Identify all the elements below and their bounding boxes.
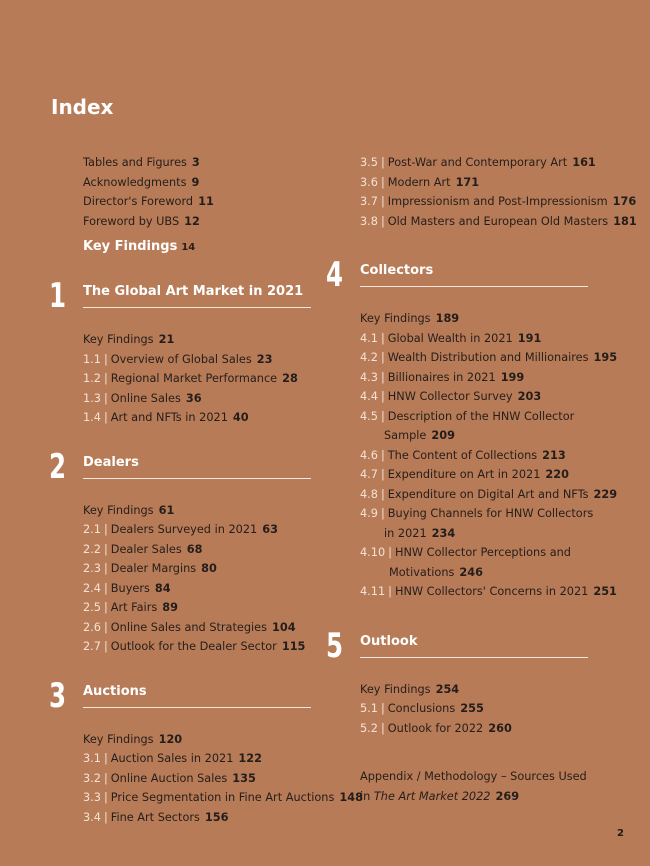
toc-entry[interactable]: 4.7 | Expenditure on Art in 2021 220 bbox=[360, 468, 570, 481]
toc-entry[interactable]: 1.1 | Overview of Global Sales 23 bbox=[83, 352, 273, 366]
toc-entry[interactable]: 4.8 | Expenditure on Digital Art and NFTs 229 bbox=[360, 487, 618, 501]
toc-entry[interactable]: 3.5 | Post-War and Contemporary Art 161 bbox=[360, 156, 596, 169]
chapter-heading-4[interactable] bbox=[326, 255, 630, 309]
toc-entry[interactable]: 4.1 | Global Wealth in 2021 191 bbox=[360, 331, 542, 345]
toc-entry[interactable]: 5.2 | Outlook for 2022 260 bbox=[360, 721, 512, 735]
appendix-entry-continued[interactable]: in The Art Market 2022 269 bbox=[360, 789, 520, 803]
page-number: 2 bbox=[617, 828, 624, 839]
toc-entry[interactable]: 2.1 | Dealers Surveyed in 2021 63 bbox=[83, 523, 278, 536]
toc-entry[interactable]: 4.3 | Billionaires in 2021 199 bbox=[360, 370, 525, 384]
chapter-number: 3 bbox=[49, 675, 67, 716]
chapter-title: Dealers bbox=[83, 454, 139, 470]
chapter-heading-5[interactable] bbox=[326, 625, 630, 680]
toc-entry[interactable]: 2.3 | Dealer Margins 80 bbox=[83, 562, 217, 575]
chapter-heading-3[interactable] bbox=[49, 675, 348, 730]
chapter-title: The Global Art Market in 2021 bbox=[83, 284, 304, 299]
index-column-left bbox=[49, 153, 363, 827]
front-entry[interactable]: Director's Foreword 11 bbox=[83, 195, 214, 208]
chapter-number: 5 bbox=[326, 625, 344, 666]
toc-entry[interactable]: 4.6 | The Content of Collections 213 bbox=[360, 448, 566, 462]
toc-entry[interactable]: 4.9 | Buying Channels for HNW Collectors bbox=[360, 507, 594, 520]
appendix-entry[interactable]: Appendix / Methodology – Sources Used bbox=[360, 770, 587, 783]
toc-entry[interactable]: Key Findings 61 bbox=[83, 503, 175, 517]
toc-entry[interactable]: 4.4 | HNW Collector Survey 203 bbox=[360, 390, 542, 403]
divider bbox=[83, 478, 311, 479]
toc-entry[interactable]: 3.6 | Modern Art 171 bbox=[360, 175, 480, 189]
toc-entry-continued[interactable]: Motivations 246 bbox=[389, 565, 483, 579]
toc-entry[interactable]: 1.4 | Art and NFTs in 2021 40 bbox=[83, 411, 249, 424]
toc-entry[interactable]: 1.2 | Regional Market Performance 28 bbox=[83, 372, 298, 385]
toc-entry-continued[interactable]: in 2021 234 bbox=[384, 526, 456, 540]
toc-entry[interactable]: 2.7 | Outlook for the Dealer Sector 115 bbox=[83, 640, 306, 653]
chapter-number: 1 bbox=[49, 276, 67, 316]
front-entry[interactable]: Foreword by UBS 12 bbox=[83, 214, 200, 228]
toc-entry[interactable]: 2.4 | Buyers 84 bbox=[83, 581, 171, 595]
front-entry[interactable]: Acknowledgments 9 bbox=[83, 175, 200, 189]
chapter-title: Outlook bbox=[360, 633, 418, 649]
divider bbox=[360, 657, 588, 658]
front-entry[interactable]: Tables and Figures 3 bbox=[83, 156, 200, 169]
chapter-heading-1[interactable] bbox=[49, 276, 348, 330]
toc-entry[interactable]: Key Findings 120 bbox=[83, 732, 183, 746]
toc-entry[interactable]: 2.5 | Art Fairs 89 bbox=[83, 601, 178, 614]
toc-entry[interactable]: 3.4 | Fine Art Sectors 156 bbox=[83, 810, 229, 824]
page-title: Index bbox=[51, 95, 114, 119]
chapter-number: 2 bbox=[49, 446, 67, 487]
toc-entry[interactable]: 2.2 | Dealer Sales 68 bbox=[83, 542, 203, 556]
toc-entry[interactable]: 4.10 | HNW Collector Perceptions and bbox=[360, 546, 571, 559]
toc-entry[interactable]: 3.1 | Auction Sales in 2021 122 bbox=[83, 752, 263, 765]
toc-entry[interactable]: 3.3 | Price Segmentation in Fine Art Auctions 148 bbox=[83, 791, 363, 804]
toc-entry[interactable]: 3.2 | Online Auction Sales 135 bbox=[83, 771, 256, 785]
toc-entry[interactable]: Key Findings 254 bbox=[360, 682, 460, 696]
key-findings-link[interactable]: Key Findings 14 bbox=[83, 239, 196, 254]
toc-entry[interactable]: 3.8 | Old Masters and European Old Masters 181 bbox=[360, 214, 637, 228]
divider bbox=[83, 707, 311, 708]
divider bbox=[360, 286, 588, 287]
toc-entry[interactable]: Key Findings 189 bbox=[360, 312, 460, 325]
toc-entry[interactable]: 2.6 | Online Sales and Strategies 104 bbox=[83, 620, 296, 634]
chapter-number: 4 bbox=[326, 255, 344, 295]
toc-entry[interactable]: 5.1 | Conclusions 255 bbox=[360, 702, 484, 715]
index-column-right bbox=[326, 153, 637, 806]
chapter-title: Auctions bbox=[83, 683, 147, 699]
chapter-title: Collectors bbox=[360, 263, 434, 278]
toc-entry[interactable]: 3.7 | Impressionism and Post-Impressionism 176 bbox=[360, 195, 637, 208]
toc-entry-continued[interactable]: Sample 209 bbox=[384, 429, 455, 442]
toc-entry[interactable]: 4.11 | HNW Collectors' Concerns in 2021 251 bbox=[360, 585, 617, 598]
toc-entry[interactable]: Key Findings 21 bbox=[83, 333, 175, 346]
toc-entry[interactable]: 4.5 | Description of the HNW Collector bbox=[360, 409, 575, 423]
divider bbox=[83, 307, 311, 308]
toc-entry[interactable]: 4.2 | Wealth Distribution and Millionaires 195 bbox=[360, 351, 618, 364]
chapter-heading-2[interactable] bbox=[49, 446, 348, 501]
toc-entry[interactable]: 1.3 | Online Sales 36 bbox=[83, 391, 202, 405]
